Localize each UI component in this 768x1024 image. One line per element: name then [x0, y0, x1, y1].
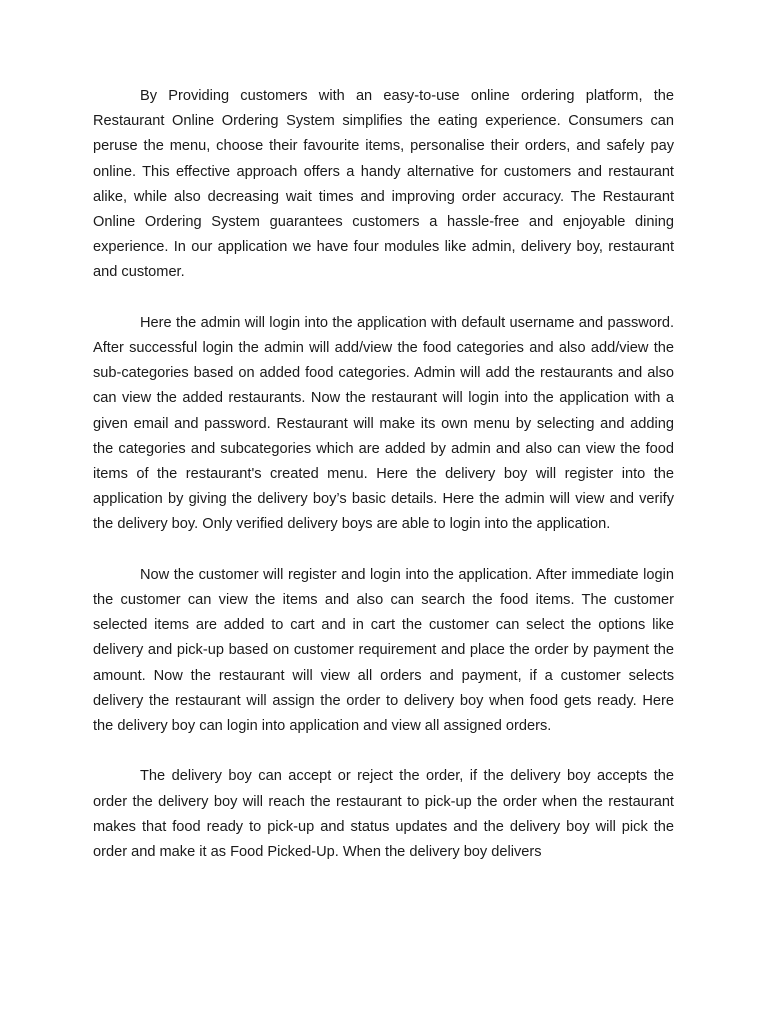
document-body — [93, 84, 674, 865]
paragraph-intro: By Providing customers with an easy-to-use online ordering platform, the Restaurant Online Ordering System simplifies the eating experience. Consumers can peruse the menu, choose their favourite items, personalise their orders, and safely pay online. This effective approach offers a handy alternative for customers and restaurant alike, while also decreasing wait times and improving order accuracy. The Restaurant Online Ordering System guarantees customers a hassle-free and enjoyable dining experience. In our application we have four modules like admin, delivery boy, restaurant and customer. — [93, 88, 674, 281]
paragraph-customer: Now the customer will register and login into the application. After immediate login the customer can view the items and also can search the food items. The customer selected items are added to cart and in cart the customer can select the options like delivery and pick-up based on customer requirement and place the order by payment the amount. Now the restaurant will view all orders and payment, if a customer selects delivery the restaurant will assign the order to delivery boy when food gets ready. Here the delivery boy can login into application and view all assigned orders. — [93, 566, 674, 735]
paragraph-admin-restaurant: Here the admin will login into the application with default username and password. After successful login the admin will add/view the food categories and also add/view the sub-categories based on added food categories. Admin will add the restaurants and also can view the added restaurants. Now the restaurant will login into the application with a given email and password. Restaurant will make its own menu by selecting and adding the categories and subcategories which are added by admin and also can view the food items of the restaurant's created menu. Here the delivery boy will register into the application by giving the delivery boy’s basic details. Here the admin will view and verify the delivery boy. Only verified delivery boys are able to login into the application. — [93, 314, 674, 533]
paragraph-delivery: The delivery boy can accept or reject the order, if the delivery boy accepts the order the delivery boy will reach the restaurant to pick-up the order when the restaurant makes that food ready to pick-up and status updates and the delivery boy will pick the order and make it as Food Picked-Up. When the delivery boy delivers — [93, 768, 674, 861]
